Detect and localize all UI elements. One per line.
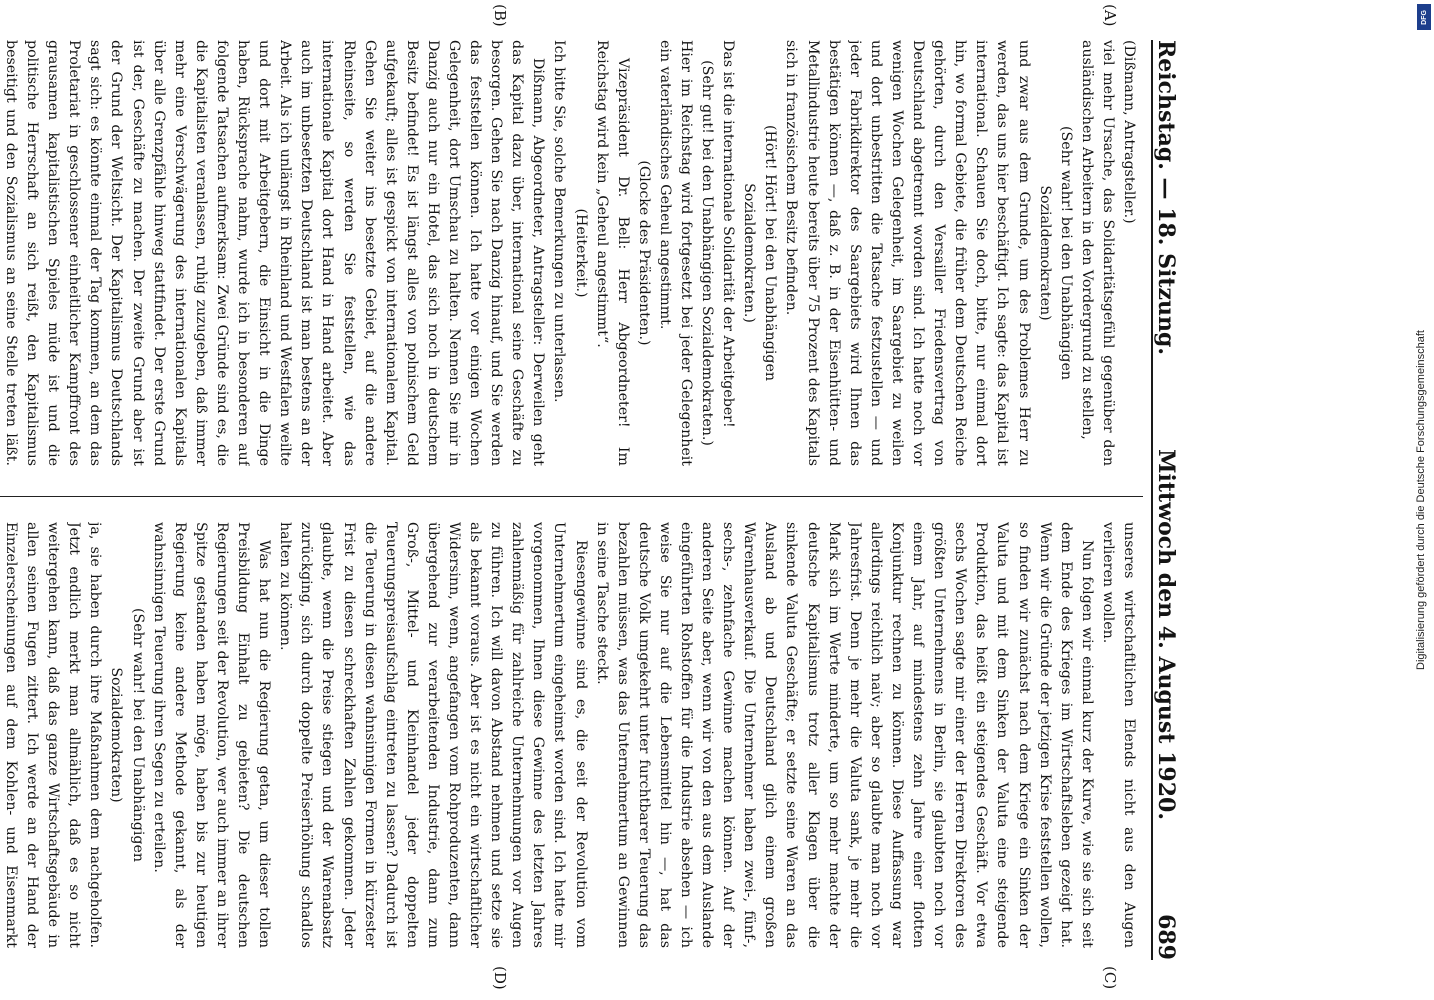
right-column-paragraph: unseres wirtschaftlichen Elends nicht aus den Augen verlieren wollen.: [1099, 522, 1137, 948]
right-column-paragraph: Riesengewinne sind es, die seit der Revolution vom Unternehmertum eingeheimst worden sind. Ich hatte mir vorgenommen, Ihnen diese Gewinne des letzten Jahres zahlenmäßig für zahlreiche Unternehmungen vor Augen zu führen. Ich will davon Abstand nehmen und setze sie als bekannt voraus. Aber ist es nicht ein wirtschaftlicher Widersinn, wenn, angefangen vom Rohproduzenten, dann übergehend zur verarbeitenden Industrie, dann zum Groß-, Mittel- und Kleinhandel jeder doppelten Teuerungspreisaufschlag eintreten zu lassen? Dadurch ist die Teuerung in diesen wahnsinnigen Formen in kürzester Frist zu diesen schreckhaften Zahlen gekommen. Jeder glaubte, wenn die Preise stiegen und der Warenabsatz zurückging, sich durch doppelte Preiserhöhung schadlos halten zu können.: [277, 522, 589, 948]
left-column-paragraph: und zwar aus dem Grunde, um des Problemes Herr zu werden, das uns hier beschäftigt. Ich sagte: das Kapital ist international. Schauen Sie doch, bitte, nur einmal dort hin, wo formal Gebiete, die früher dem Deutschen Reiche gehörten, durch den Versailler Friedensvertrag von Deutschland abgetrennt worden sind. Ich hatte noch vor wenigen Wochen Gelegenheit, im Saargebiet zu weilen und dort unbestritten die Tatsache festzustellen — und jeder Fabrikdirektor des Saargebiets wird Ihnen das bestätigen können —, daß z. B. in der Eisenhütten- und Metallindustrie heute bereits über 75 Prozent des Kapitals sich in französischem Besitz befinden.: [783, 40, 1032, 466]
right-column-paragraph: Nun folgen wir einmal kurz der Kurve, wie sie sich seit dem Ende des Krieges im Wirtschaftsleben gezeigt hat. Wenn wir die Gründe der jetzigen Krise feststellen wollen, so finden wir zunächst nach dem Kriege ein Sinken der Valuta und mit dem Sinken der Valuta eine steigende Produktion, das heißt ein steigendes Geschäft. Vor etwa sechs Wochen sagte mir einer der Herren Direktoren des größten Unternehmens in Berlin, sie glaubten noch vor einem Jahr, auf mindestens zehn Jahre einer flotten Konjunktur rechnen zu können. Diese Auffassung war allerdings reichlich naiv; aber so glaubte man noch vor Jahresfrist. Denn je mehr die Valuta sank, je mehr die Mark sich im Werte minderte, um so mehr machte der deutsche Kapitalismus trotz aller Klagen über die sinkende Valuta Geschäfte; er setzte seine Waren an das Ausland ab und Deutschland glich einem großen Warenhausverkauf. Die Unternehmer haben zwei-, fünf-, sechs-, zehnfache Gewinne machen können. Auf der anderen Seite aber, wenn wir von den aus dem Auslande eingeführten Rohstoffen für die Industrie absehen — ich weise Sie nur auf die Lebensmittel hin —, hat das deutsche Volk umgekehrt unter furchtbarer Teuerung das bezahlen müssen, was das Unternehmertum an Gewinnen in seine Tasche steckt.: [593, 522, 1095, 948]
left-column-paragraph: (Hört! Hört! bei den Unabhängigen Sozialdemokraten.): [741, 124, 779, 381]
margin-label-c: (C): [1101, 966, 1119, 990]
page-header: [1151, 40, 1187, 960]
right-column: [0, 522, 1139, 948]
left-column-paragraph: Hier im Reichstag wird fortgesetzt bei jeder Gelegenheit ein vaterländisches Geheul angestimmt.: [656, 40, 695, 466]
left-column-paragraph: viel mehr Ursache, das Solidaritätsgefühl gegenüber den ausländischen Arbeitern in den Vordergrund zu stellen,: [1078, 40, 1116, 466]
right-column-paragraph: Was hat nun die Regierung getan, um dieser tollen Preisbildung Einhalt zu gebieten? Die deutschen Regierungen seit der Revolution, wer auch immer an ihrer Spitze gestanden haben möge, haben bis zur heutigen Regierung keine andere Methode gekannt, als der wahnsinnigen Teuerung ihren Segen zu erteilen.: [150, 522, 273, 948]
left-column-paragraph: Dißmann, Abgeordneter, Antragsteller: Derweilen geht das Kapital dazu über, international seine Geschäfte zu besorgen. Gehen Sie nach Danzig hinauf, und Sie werden das feststellen können. Ich hatte vor einigen Wochen Gelegenheit, dort Umschau zu halten. Nennen Sie mir in Danzig auch nur ein Hotel, das sich noch in deutschem Besitz befindet! Es ist längst alles von polnischem Geld aufgekauft; alles ist gespickt von internationalem Kapital. Gehen Sie weiter ins besetzte Gebiet, auf die andere Rheinseite, so werden Sie feststellen, wie das internationale Kapital dort Hand in Hand arbeitet. Aber auch im unbesetzten Deutschland ist man bestens an der Arbeit. Als ich unlängst in Rheinland und Westfalen weilte und dort mit Arbeitgebern, die Einsicht in die Dinge haben, Rücksprache nahm, wurde ich in besonderen auf folgende Tatsachen aufmerksam: Zwei Gründe sind es, die die Kapitalisten veranlassen, ruhig zuzugeben, daß immer mehr eine Verschwägerung des internationalen Kapitals über alle Grenzpfähle hinweg stattfindet. Der erste Grund ist der, Geschäfte zu machen. Der zweite Grund aber ist der Grund der Weltsicht. Der Kapitalismus Deutschlands sagt sich: es könnte einmal der Tag kommen, an dem das Proletariat in geschlossener einheitlicher Kampffront des grausamen kapitalistischen Spieles müde ist und die politische Herrschaft an sich reißt, den Kapitalismus beseitigt und den Sozialismus an seine Stelle treten läßt.: [3, 40, 547, 466]
left-column-paragraph: Vizepräsident Dr. Bell: Herr Abgeordneter! Im Reichstag wird kein „Geheul angestimmt“.: [593, 40, 631, 466]
sidebar-note: Digitalisierung gefördert durch die Deutsche Forschungsgemeinschaft: [1415, 330, 1427, 670]
left-column-paragraph: Das ist die internationale Solidarität der Arbeitgeber!: [720, 40, 737, 428]
column-divider: [0, 496, 1143, 497]
margin-label-d: (D): [491, 966, 509, 990]
left-column-paragraph: (Dißmann, Antragsteller.): [1121, 40, 1137, 224]
header-center: Mittwoch den 4. August 1920.: [1153, 449, 1179, 821]
left-column-paragraph: (Sehr wahr! bei den Unabhängigen Sozialdemokraten): [1036, 125, 1074, 381]
left-column-paragraph: (Heiterkeit.): [572, 208, 589, 298]
margin-label-b: (B): [491, 4, 509, 27]
right-column-paragraph: (Sehr wahr! bei den Unabhängigen Sozialdemokraten): [108, 607, 146, 863]
dfg-logo: DFG: [1417, 4, 1431, 30]
right-column-paragraph: ja, sie haben durch ihre Maßnahmen dem nachgeholfen. Jetzt endlich merkt man allmählich, daß es so nicht weitergehen kann, daß das ganze Wirtschaftsgebäude in allen seinen Fugen zittert. Ich werde an der Hand der Einzelerscheinungen auf dem Kohlen- und Eisenmarkt: [3, 522, 104, 948]
left-column-paragraph: Ich bitte Sie, solche Bemerkungen zu unterlassen.: [551, 40, 568, 403]
left-column-paragraph: (Sehr gut! bei den Unabhängigen Sozialdemokraten.): [699, 60, 716, 446]
left-column: [0, 40, 1139, 466]
margin-label-a: (A): [1101, 4, 1119, 27]
header-left: Reichstag. — 18. Sitzung.: [1153, 40, 1179, 356]
sidebar-note-band: [1408, 0, 1434, 1000]
header-page-number: 689: [1153, 914, 1179, 960]
left-column-paragraph: (Glocke des Präsidenten.): [635, 160, 652, 346]
